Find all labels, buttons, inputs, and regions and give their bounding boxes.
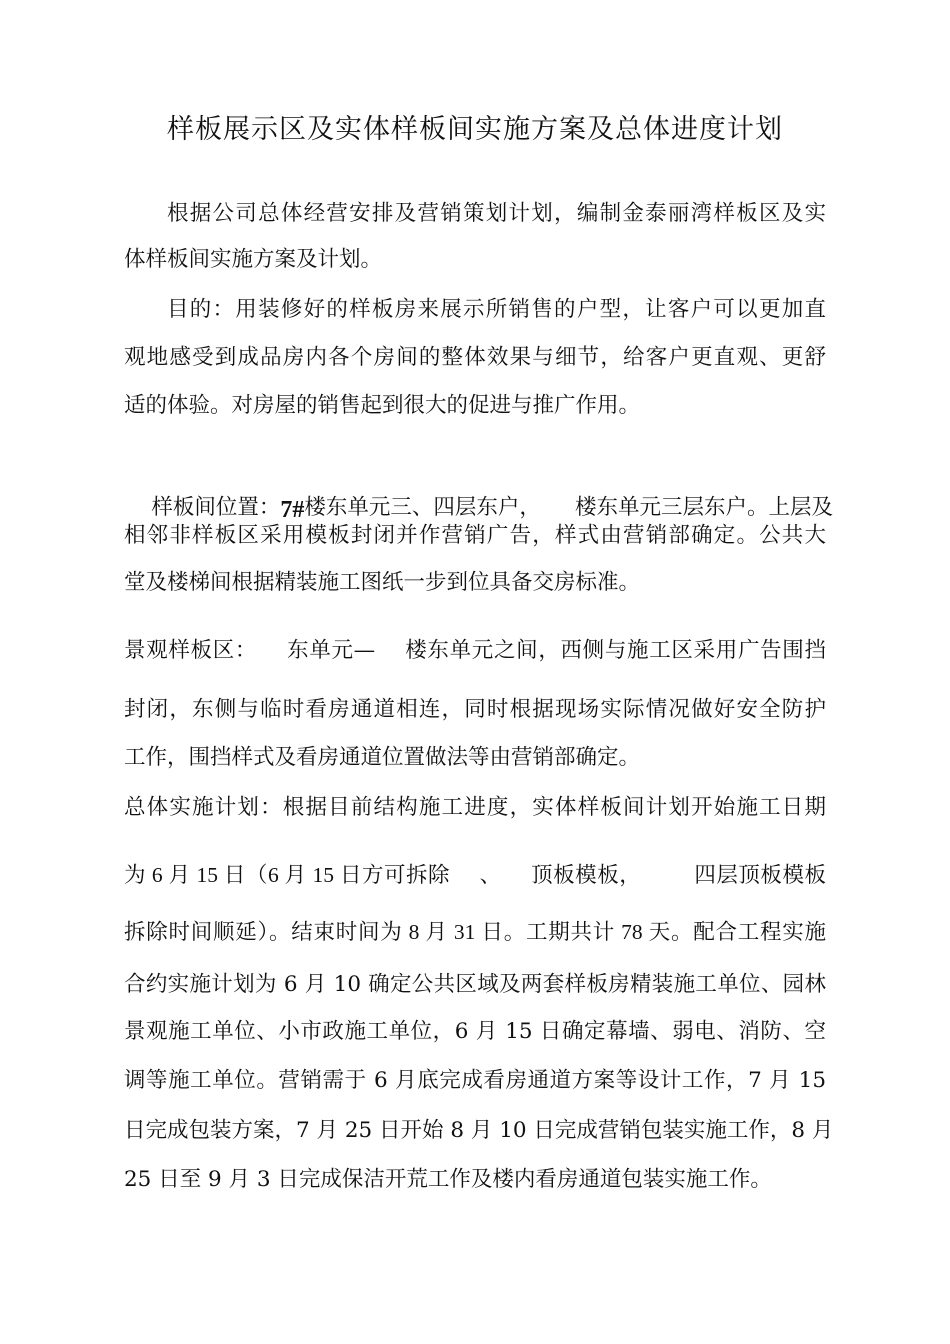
paragraph-plan-line-7: 日完成包装方案，7 月 25 日开始 8 月 10 日完成营销包装实施工作，8 月 [124,1118,834,1143]
location-label: 样板间位置： [151,495,281,520]
paragraph-plan-line-6: 调等施工单位。营销需于 6 月底完成看房通道方案等设计工作，7 月 15 [124,1068,826,1093]
paragraph-plan-line-1: 总体实施计划：根据目前结构施工进度，实体样板间计划开始施工日期 [124,795,826,820]
paragraph-plan-line-4: 合约实施计划为 6 月 10 确定公共区域及两套样板房精装施工单位、园林 [124,972,826,997]
paragraph-landscape-line-3: 工作，围挡样式及看房通道位置做法等由营销部确定。 [124,745,641,770]
location-text: 楼东单元三、四层东户， 楼东单元三层东户。上层及 [304,495,834,520]
paragraph-landscape-line-1: 景观样板区： 东单元— 楼东单元之间，西侧与施工区采用广告围挡 [124,638,826,663]
paragraph-plan-line-2: 为 6 月 15 日（6 月 15 日方可拆除 、 顶板模板， 四层顶板模板 [124,863,826,887]
paragraph-purpose-line-1: 目的：用装修好的样板房来展示所销售的户型，让客户可以更加直 [167,297,826,322]
building-number-mark: 7# [280,497,305,523]
paragraph-location-line-2: 相邻非样板区采用模板封闭并作营销广告，样式由营销部确定。公共大 [124,523,826,548]
paragraph-intro-line-2: 体样板间实施方案及计划。 [124,247,383,272]
paragraph-purpose-line-2: 观地感受到成品房内各个房间的整体效果与细节，给客户更直观、更舒 [124,345,826,370]
paragraph-location-line-3: 堂及楼梯间根据精装施工图纸一步到位具备交房标准。 [124,570,641,595]
paragraph-purpose-line-3: 适的体验。对房屋的销售起到很大的促进与推广作用。 [124,393,641,418]
paragraph-landscape-line-2: 封闭，东侧与临时看房通道相连，同时根据现场实际情况做好安全防护 [124,697,826,722]
paragraph-plan-line-3: 拆除时间顺延）。结束时间为 8 月 31 日。工期共计 78 天。配合工程实施 [124,920,826,944]
paragraph-plan-line-8: 25 日至 9 月 3 日完成保洁开荒工作及楼内看房通道包装实施工作。 [124,1167,772,1192]
page-title: 样板展示区及实体样板间实施方案及总体进度计划 [167,114,783,145]
paragraph-plan-line-5: 景观施工单位、小市政施工单位，6 月 15 日确定幕墙、弱电、消防、空 [124,1019,826,1044]
paragraph-intro-line-1: 根据公司总体经营安排及营销策划计划，编制金泰丽湾样板区及实 [167,201,826,226]
